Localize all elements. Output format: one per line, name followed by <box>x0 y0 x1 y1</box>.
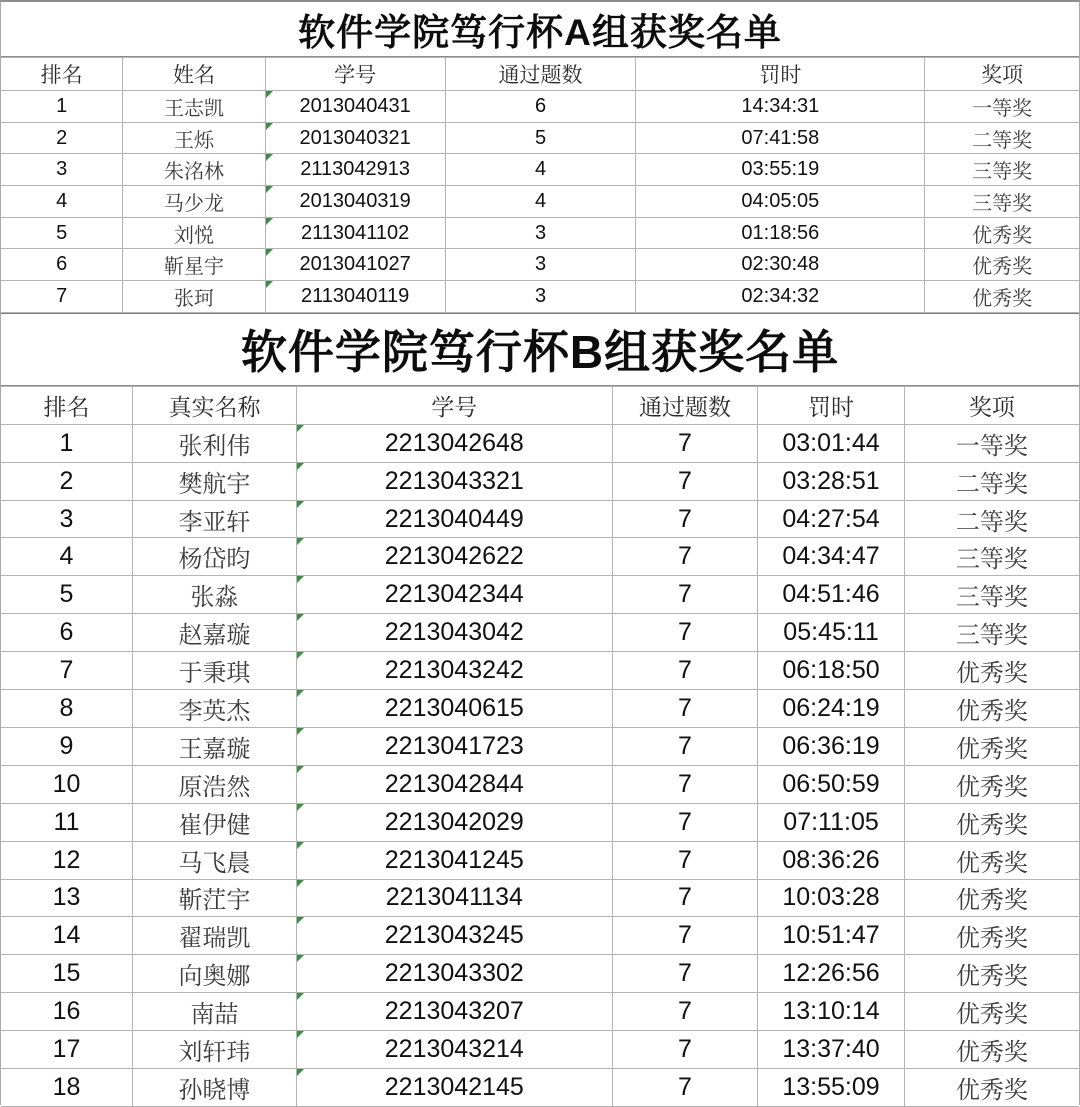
rank-cell: 3 <box>1 154 123 186</box>
table-row <box>1 249 1079 281</box>
name-cell: 崔伊健 <box>133 803 297 841</box>
table-row <box>1 1068 1079 1106</box>
solved-cell: 7 <box>612 424 758 462</box>
name-cell: 张利伟 <box>133 424 297 462</box>
table-row <box>1 122 1079 154</box>
solved-cell: 3 <box>445 249 636 281</box>
name-cell: 李英杰 <box>133 690 297 728</box>
solved-cell: 7 <box>612 993 758 1031</box>
header-student-id: 学号 <box>265 58 445 91</box>
student-id-cell: 2213043245 <box>296 917 612 955</box>
name-cell: 翟瑞凯 <box>133 917 297 955</box>
rank-cell: 10 <box>1 765 133 803</box>
student-id-cell: 2213040449 <box>296 500 612 538</box>
solved-cell: 7 <box>612 576 758 614</box>
student-id-cell: 2213041245 <box>296 841 612 879</box>
student-id-cell: 2213042344 <box>296 576 612 614</box>
award-cell: 优秀奖 <box>925 249 1079 281</box>
rank-cell: 1 <box>1 424 133 462</box>
student-id-cell: 2013040431 <box>265 91 445 123</box>
rank-cell: 5 <box>1 217 123 249</box>
table-row <box>1 841 1079 879</box>
table-row <box>1 186 1079 218</box>
name-cell: 张珂 <box>123 281 265 313</box>
table-row <box>1 614 1079 652</box>
award-cell: 优秀奖 <box>904 803 1079 841</box>
solved-cell: 7 <box>612 841 758 879</box>
group-b-body <box>1 424 1079 1106</box>
award-cell: 三等奖 <box>925 154 1079 186</box>
student-id-cell: 2213042844 <box>296 765 612 803</box>
student-id-cell: 2013040321 <box>265 122 445 154</box>
penalty-cell: 06:36:19 <box>758 727 905 765</box>
table-row <box>1 91 1079 123</box>
student-id-cell: 2213042622 <box>296 538 612 576</box>
solved-cell: 7 <box>612 917 758 955</box>
solved-cell: 4 <box>445 154 636 186</box>
rank-cell: 17 <box>1 1031 133 1069</box>
solved-cell: 7 <box>612 500 758 538</box>
student-id-cell: 2213043207 <box>296 993 612 1031</box>
rank-cell: 16 <box>1 993 133 1031</box>
table-row <box>1 652 1079 690</box>
penalty-cell: 06:50:59 <box>758 765 905 803</box>
name-cell: 孙晓博 <box>133 1068 297 1106</box>
award-cell: 一等奖 <box>904 424 1079 462</box>
rank-cell: 7 <box>1 281 123 313</box>
student-id-cell: 2213043321 <box>296 462 612 500</box>
solved-cell: 5 <box>445 122 636 154</box>
solved-cell: 3 <box>445 281 636 313</box>
table-row <box>1 281 1079 313</box>
student-id-cell: 2213041134 <box>296 879 612 917</box>
award-cell: 三等奖 <box>904 614 1079 652</box>
student-id-cell: 2213043042 <box>296 614 612 652</box>
award-cell: 优秀奖 <box>904 955 1079 993</box>
award-cell: 优秀奖 <box>904 1031 1079 1069</box>
penalty-cell: 08:36:26 <box>758 841 905 879</box>
table-row <box>1 1031 1079 1069</box>
name-cell: 刘轩玮 <box>133 1031 297 1069</box>
rank-cell: 14 <box>1 917 133 955</box>
penalty-cell: 10:03:28 <box>758 879 905 917</box>
penalty-cell: 03:28:51 <box>758 462 905 500</box>
header-real-name: 真实名称 <box>133 386 297 424</box>
rank-cell: 18 <box>1 1068 133 1106</box>
header-award: 奖项 <box>904 386 1079 424</box>
award-cell: 三等奖 <box>925 186 1079 218</box>
name-cell: 向奥娜 <box>133 955 297 993</box>
rank-cell: 6 <box>1 614 133 652</box>
student-id-cell: 2213042145 <box>296 1068 612 1106</box>
name-cell: 王烁 <box>123 122 265 154</box>
rank-cell: 2 <box>1 122 123 154</box>
name-cell: 靳星宇 <box>123 249 265 281</box>
penalty-cell: 14:34:31 <box>636 91 925 123</box>
award-cell: 优秀奖 <box>904 841 1079 879</box>
header-solved: 通过题数 <box>612 386 758 424</box>
award-cell: 优秀奖 <box>904 727 1079 765</box>
solved-cell: 7 <box>612 614 758 652</box>
award-table-group-b <box>1 386 1079 1107</box>
table-row <box>1 576 1079 614</box>
penalty-cell: 07:11:05 <box>758 803 905 841</box>
award-table-group-a <box>1 57 1079 313</box>
solved-cell: 7 <box>612 1031 758 1069</box>
student-id-cell: 2213043242 <box>296 652 612 690</box>
header-rank: 排名 <box>1 58 123 91</box>
header-penalty: 罚时 <box>636 58 925 91</box>
student-id-cell: 2213043214 <box>296 1031 612 1069</box>
solved-cell: 7 <box>612 690 758 728</box>
table-row <box>1 727 1079 765</box>
penalty-cell: 04:51:46 <box>758 576 905 614</box>
penalty-cell: 01:18:56 <box>636 217 925 249</box>
rank-cell: 6 <box>1 249 123 281</box>
name-cell: 李亚轩 <box>133 500 297 538</box>
table-row <box>1 803 1079 841</box>
award-cell: 优秀奖 <box>904 690 1079 728</box>
table-row <box>1 993 1079 1031</box>
penalty-cell: 05:45:11 <box>758 614 905 652</box>
table-row <box>1 955 1079 993</box>
award-cell: 优秀奖 <box>925 281 1079 313</box>
header-award: 奖项 <box>925 58 1079 91</box>
table-row <box>1 690 1079 728</box>
award-cell: 优秀奖 <box>904 993 1079 1031</box>
table-row <box>1 765 1079 803</box>
group-b-title: 软件学院笃行杯B组获奖名单 <box>1 313 1079 386</box>
penalty-cell: 13:10:14 <box>758 993 905 1031</box>
award-cell: 优秀奖 <box>904 917 1079 955</box>
table-row <box>1 500 1079 538</box>
rank-cell: 12 <box>1 841 133 879</box>
name-cell: 樊航宇 <box>133 462 297 500</box>
award-cell: 优秀奖 <box>904 1068 1079 1106</box>
group-a-header-row <box>1 58 1079 91</box>
penalty-cell: 02:30:48 <box>636 249 925 281</box>
header-solved: 通过题数 <box>445 58 636 91</box>
solved-cell: 7 <box>612 955 758 993</box>
header-student-id: 学号 <box>296 386 612 424</box>
table-row <box>1 917 1079 955</box>
name-cell: 朱洺林 <box>123 154 265 186</box>
table-row <box>1 462 1079 500</box>
award-cell: 一等奖 <box>925 91 1079 123</box>
name-cell: 靳茳宇 <box>133 879 297 917</box>
solved-cell: 7 <box>612 538 758 576</box>
name-cell: 马飞晨 <box>133 841 297 879</box>
penalty-cell: 07:41:58 <box>636 122 925 154</box>
penalty-cell: 04:27:54 <box>758 500 905 538</box>
penalty-cell: 03:55:19 <box>636 154 925 186</box>
rank-cell: 5 <box>1 576 133 614</box>
award-cell: 二等奖 <box>925 122 1079 154</box>
solved-cell: 7 <box>612 727 758 765</box>
table-row <box>1 217 1079 249</box>
penalty-cell: 12:26:56 <box>758 955 905 993</box>
student-id-cell: 2213041723 <box>296 727 612 765</box>
rank-cell: 1 <box>1 91 123 123</box>
solved-cell: 3 <box>445 217 636 249</box>
group-a-body <box>1 91 1079 313</box>
rank-cell: 13 <box>1 879 133 917</box>
name-cell: 杨岱昀 <box>133 538 297 576</box>
solved-cell: 4 <box>445 186 636 218</box>
student-id-cell: 2213042648 <box>296 424 612 462</box>
rank-cell: 8 <box>1 690 133 728</box>
name-cell: 于秉琪 <box>133 652 297 690</box>
award-cell: 优秀奖 <box>904 879 1079 917</box>
rank-cell: 11 <box>1 803 133 841</box>
rank-cell: 7 <box>1 652 133 690</box>
award-cell: 三等奖 <box>904 576 1079 614</box>
rank-cell: 4 <box>1 186 123 218</box>
rank-cell: 4 <box>1 538 133 576</box>
table-row <box>1 879 1079 917</box>
rank-cell: 15 <box>1 955 133 993</box>
rank-cell: 9 <box>1 727 133 765</box>
rank-cell: 2 <box>1 462 133 500</box>
penalty-cell: 04:05:05 <box>636 186 925 218</box>
award-cell: 优秀奖 <box>904 765 1079 803</box>
solved-cell: 7 <box>612 765 758 803</box>
solved-cell: 7 <box>612 462 758 500</box>
solved-cell: 6 <box>445 91 636 123</box>
header-penalty: 罚时 <box>758 386 905 424</box>
award-cell: 三等奖 <box>904 538 1079 576</box>
solved-cell: 7 <box>612 1068 758 1106</box>
student-id-cell: 2113040119 <box>265 281 445 313</box>
name-cell: 王志凯 <box>123 91 265 123</box>
table-row <box>1 538 1079 576</box>
penalty-cell: 06:18:50 <box>758 652 905 690</box>
name-cell: 赵嘉璇 <box>133 614 297 652</box>
student-id-cell: 2013040319 <box>265 186 445 218</box>
header-name: 姓名 <box>123 58 265 91</box>
student-id-cell: 2213042029 <box>296 803 612 841</box>
student-id-cell: 2213040615 <box>296 690 612 728</box>
penalty-cell: 06:24:19 <box>758 690 905 728</box>
header-rank: 排名 <box>1 386 133 424</box>
group-b-header-row <box>1 386 1079 424</box>
table-row <box>1 424 1079 462</box>
group-a-title: 软件学院笃行杯A组获奖名单 <box>1 2 1079 57</box>
solved-cell: 7 <box>612 803 758 841</box>
solved-cell: 7 <box>612 652 758 690</box>
name-cell: 王嘉璇 <box>133 727 297 765</box>
penalty-cell: 10:51:47 <box>758 917 905 955</box>
award-cell: 二等奖 <box>904 500 1079 538</box>
name-cell: 刘悦 <box>123 217 265 249</box>
penalty-cell: 02:34:32 <box>636 281 925 313</box>
table-row <box>1 154 1079 186</box>
solved-cell: 7 <box>612 879 758 917</box>
penalty-cell: 04:34:47 <box>758 538 905 576</box>
student-id-cell: 2213043302 <box>296 955 612 993</box>
award-cell: 二等奖 <box>904 462 1079 500</box>
name-cell: 张淼 <box>133 576 297 614</box>
student-id-cell: 2113041102 <box>265 217 445 249</box>
name-cell: 南喆 <box>133 993 297 1031</box>
name-cell: 原浩然 <box>133 765 297 803</box>
student-id-cell: 2013041027 <box>265 249 445 281</box>
student-id-cell: 2113042913 <box>265 154 445 186</box>
rank-cell: 3 <box>1 500 133 538</box>
penalty-cell: 03:01:44 <box>758 424 905 462</box>
name-cell: 马少龙 <box>123 186 265 218</box>
award-cell: 优秀奖 <box>925 217 1079 249</box>
penalty-cell: 13:37:40 <box>758 1031 905 1069</box>
award-cell: 优秀奖 <box>904 652 1079 690</box>
penalty-cell: 13:55:09 <box>758 1068 905 1106</box>
